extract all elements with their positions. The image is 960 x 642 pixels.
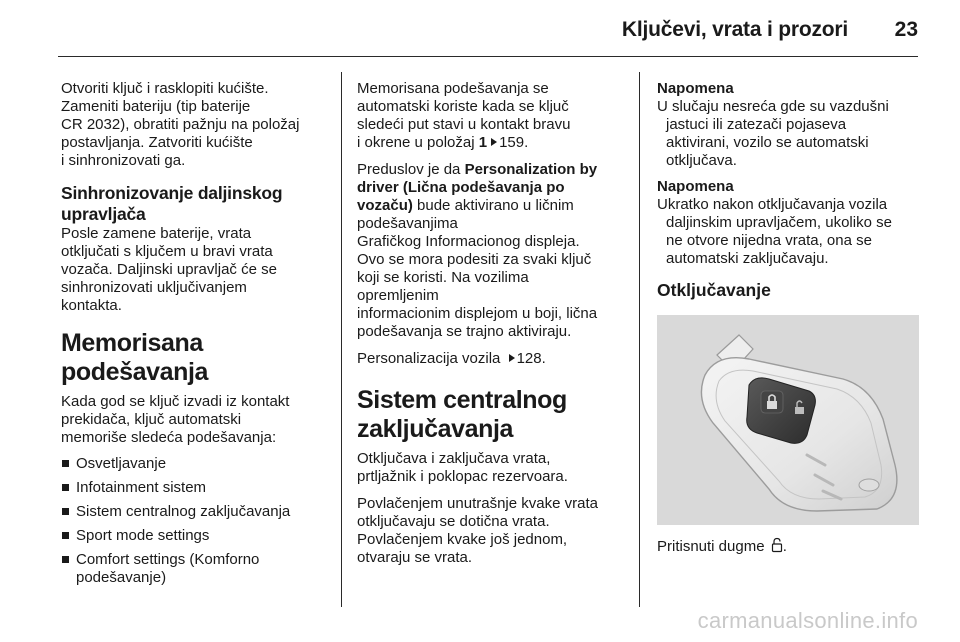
note-airbag: Napomena U slučaju nesreća gde su vazdušni jastuci ili zatezači pojaseva aktivirani, vozilo se automatski otključava. <box>657 80 927 170</box>
key-fob-illustration <box>657 315 919 525</box>
bullet-square-icon <box>62 556 69 563</box>
bullet-square-icon <box>62 532 69 539</box>
arrow-reference-icon <box>509 354 515 362</box>
sync-text: Posle zamene baterije, vrata otključati s ključem u bravi vrata vozača. Daljinski upravljač će se sinhronizovati uključivanjem kontakta. <box>61 225 277 314</box>
list-item: Sistem centralnog zaključavanja <box>61 503 333 521</box>
memory-settings-heading: Memorisana podešavanja <box>61 329 209 386</box>
header-divider <box>58 56 918 57</box>
door-handle-text: Povlačenjem unutrašnje kvake vrata otključavaju se dotična vrata. Povlačenjem kvake još jednom, otvaraju se vrata. <box>357 495 598 566</box>
page-reference[interactable]: 128. <box>516 350 546 367</box>
ignition-position: 1 <box>478 134 488 151</box>
watermark: carmanualsonline.info <box>697 608 918 633</box>
page-number: 23 <box>894 18 918 41</box>
list-item: Comfort settings (Komforno podešavanje) <box>61 551 333 587</box>
page-reference[interactable]: 159. <box>499 134 529 151</box>
battery-instructions: Otvoriti ključ i rasklopiti kućište. Zameniti bateriju (tip baterije CR 2032), obratiti pažnju na položaj postavljanja. Zatvoriti kućište i sinhronizovati ga. <box>61 80 300 169</box>
note-title: Napomena <box>657 178 734 195</box>
column-divider-1 <box>341 72 342 607</box>
page-title: Ključevi, vrata i prozori <box>621 18 848 41</box>
arrow-reference-icon <box>491 138 497 146</box>
list-item: Sport mode settings <box>61 527 333 545</box>
key-fob-drawing <box>657 315 919 525</box>
sync-heading: Sinhronizovanje daljinskog upravljača <box>61 183 283 224</box>
memory-settings-list <box>61 455 333 587</box>
list-item: Osvetljavanje <box>61 455 333 473</box>
column-divider-2 <box>639 72 640 607</box>
central-locking-heading: Sistem centralnog zaključavanja <box>357 386 567 443</box>
note-auto-lock: Napomena Ukratko nakon otključavanja vozila daljinskim upravljačem, ukoliko se ne otvore nijedna vrata, ona se automatski zaključavaju. <box>657 178 927 268</box>
memory-text: Kada god se ključ izvadi iz kontakt prekidača, ključ automatski memoriše sledeća podešavanja: <box>61 393 290 446</box>
press-button-instruction: Pritisnuti dugme . <box>657 537 927 558</box>
bullet-square-icon <box>62 460 69 467</box>
bullet-square-icon <box>62 484 69 491</box>
note-title: Napomena <box>657 80 734 97</box>
list-item: Infotainment sistem <box>61 479 333 497</box>
personalization-text: Preduslov je da Personalization by driver (Lična podešavanja po vozaču) bude aktivirano u ličnim podešavanjima Grafičkog Informacionog displeja. Ovo se mora podesiti za svaki ključ koji se koristi. Na vozilima opremljenim informacionim displejom u boji, lična podešavanja se trajno aktiviraju. <box>357 161 598 340</box>
vehicle-personalization-ref: Personalizacija vozila 128. <box>357 350 546 367</box>
column-3 <box>657 80 927 567</box>
memory-usage-text: Memorisana podešavanja se automatski koriste kada se ključ sledeći put stavi u kontakt bravu i okrene u položaj 1 159. <box>357 80 571 151</box>
column-1 <box>61 80 333 593</box>
unlocking-heading: Otključavanje <box>657 280 771 300</box>
bullet-square-icon <box>62 508 69 515</box>
central-locking-text: Otključava i zaključava vrata, prtljažnik i poklopac rezervoara. <box>357 450 568 485</box>
column-2 <box>357 80 625 576</box>
unlock-padlock-icon <box>771 537 783 558</box>
